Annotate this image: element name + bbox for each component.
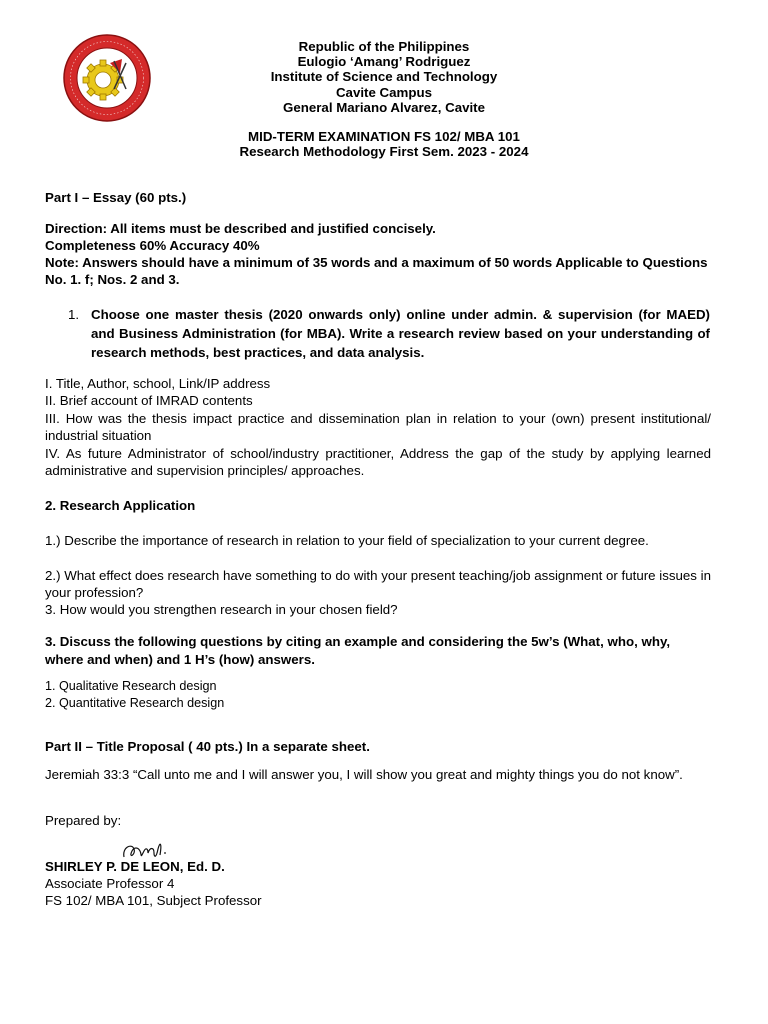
section-2-item: 2.) What effect does research have something to do with your present teaching/job assignment or future issues in your profession? xyxy=(45,568,711,601)
question-1 xyxy=(68,305,710,362)
exam-title: MID-TERM EXAMINATION FS 102/ MBA 101 xyxy=(248,129,520,144)
prepared-by-label: Prepared by: xyxy=(45,813,122,828)
institution-header xyxy=(0,39,768,115)
roman-item: III. How was the thesis impact practice and dissemination plan in relation to your (own) present institutional/ industrial situation xyxy=(45,411,711,444)
header-line: Institute of Science and Technology xyxy=(270,69,498,85)
section-3-heading: 3. Discuss the following questions by citing an example and considering the 5w’s (What, who, why, where and when) and 1 H’s (how) answers. xyxy=(45,634,671,667)
roman-item: II. Brief account of IMRAD contents xyxy=(45,393,253,408)
header-line: Republic of the Philippines xyxy=(298,39,470,54)
professor-name: SHIRLEY P. DE LEON, Ed. D. xyxy=(45,859,225,874)
header-line: General Mariano Alvarez, Cavite xyxy=(283,99,485,115)
header-line: Cavite Campus xyxy=(335,84,433,100)
roman-item: IV. As future Administrator of school/industry practitioner, Address the gap of the study by applying learned administrative and supervision principles/ approaches. xyxy=(45,446,711,479)
professor-role: FS 102/ MBA 101, Subject Professor xyxy=(45,893,262,908)
exam-subtitle: Research Methodology First Sem. 2023 - 2024 xyxy=(239,144,529,160)
section-3-item: 1. Qualitative Research design xyxy=(45,679,217,693)
part1-heading: Part I – Essay (60 pts.) xyxy=(45,190,187,205)
section-3-item: 2. Quantitative Research design xyxy=(45,696,225,710)
note-text: Note: Answers should have a minimum of 35 words and a maximum of 50 words Applicable to Questions No. 1. f; Nos. 2 and 3. xyxy=(45,255,708,288)
section-2-item: 3. How would you strengthen research in your chosen field? xyxy=(45,602,398,617)
bible-verse: Jeremiah 33:3 “Call unto me and I will answer you, I will show you great and mighty things you do not know”. xyxy=(45,767,683,782)
roman-item: I. Title, Author, school, Link/IP address xyxy=(45,376,271,391)
part2-heading: Part II – Title Proposal ( 40 pts.) In a separate sheet. xyxy=(45,739,370,754)
exam-heading xyxy=(0,129,768,160)
grading-text: Completeness 60% Accuracy 40% xyxy=(45,238,260,253)
question-1-number: 1. xyxy=(68,307,80,322)
question-1-text: Choose one master thesis (2020 onwards only) online under admin. & supervision (for MAED) and Business Administration (for MBA). Write a research review based on your understanding of research methods, best practices, and data analysis. xyxy=(91,307,710,360)
header-line: Eulogio ‘Amang’ Rodriguez xyxy=(297,54,471,70)
professor-title: Associate Professor 4 xyxy=(45,876,175,891)
section-2-heading: 2. Research Application xyxy=(45,498,196,513)
section-2-item: 1.) Describe the importance of research in relation to your field of specialization to your current degree. xyxy=(45,533,649,548)
direction-text: Direction: All items must be described and justified concisely. xyxy=(45,221,436,236)
